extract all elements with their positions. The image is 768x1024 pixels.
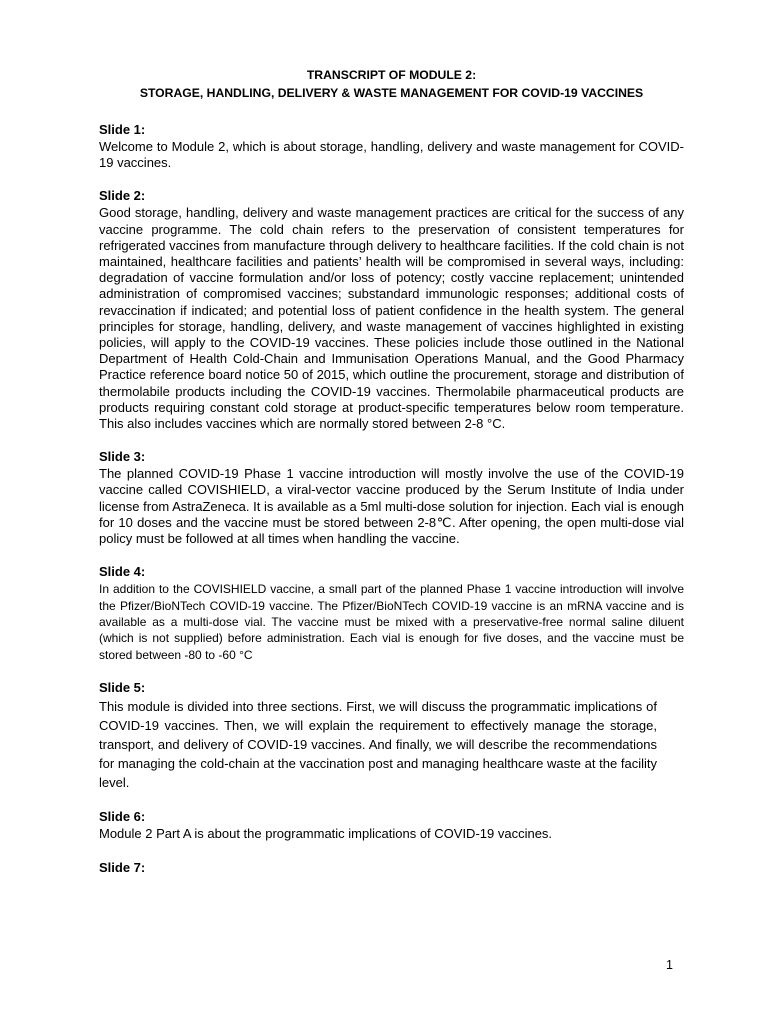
slide-5-text: This module is divided into three sections. First, we will discuss the programmatic implications of COVID-19 vaccines. Then, we will explain the requirement to effectively manage the storage, transport, and delivery of COVID-19 vaccines. And finally, we will describe the recommendations for managing the cold-chain at the vaccination post and managing healthcare waste at the facility level. (99, 699, 657, 791)
slide-7-section (99, 859, 684, 877)
slide-3-heading: Slide 3: (99, 449, 146, 465)
slide-1-text: Welcome to Module 2, which is about storage, handling, delivery and waste management for COVID-19 vaccines. (99, 139, 684, 171)
slide-2-heading: Slide 2: (99, 188, 146, 204)
slide-2-section (99, 187, 684, 432)
slide-2-text: Good storage, handling, delivery and waste management practices are critical for the success of any vaccine programme. The cold chain refers to the preservation of consistent temperatures for refrigerated vaccines from manufacture through delivery to healthcare facilities. If the cold chain is not maintained, healthcare facilities and patients’ health will be compromised in several ways, including: degradation of vaccine formulation and/or loss of potency; costly vaccine replacement; unintended administration of compromised vaccines; substandard immunologic responses; additional costs of revaccination if indicated; and potential loss of patient confidence in the health system. The general principles for storage, handling, delivery, and waste management of vaccines highlighted in existing policies, will apply to the COVID-19 vaccines. These policies include those outlined in the National Department of Health Cold-Chain and Immunisation Operations Manual, and the Good Pharmacy Practice reference board notice 50 of 2015, which outline the procurement, storage and distribution of thermolabile products including the COVID-19 vaccines. Thermolabile pharmaceutical products are products requiring constant cold storage at product-specific temperatures below room temperature. This also includes vaccines which are normally stored between 2-8 °C. (99, 205, 684, 432)
slide-3-section (99, 448, 684, 547)
slide-1-section (99, 121, 684, 171)
slide-3-text: The planned COVID-19 Phase 1 vaccine introduction will mostly involve the use of the COVID-19 vaccine called COVISHIELD, a viral-vector vaccine produced by the Serum Institute of India under license from AstraZeneca. It is available as a 5ml multi-dose solution for injection. Each vial is enough for 10 doses and the vaccine must be stored between 2-8℃. After opening, the open multi-dose vial policy must be followed at all times when handling the vaccine. (99, 466, 684, 547)
slide-7-heading: Slide 7: (99, 859, 146, 875)
slide-6-text: Module 2 Part A is about the programmatic implications of COVID-19 vaccines. (99, 826, 553, 842)
page-number: 1 (666, 958, 673, 972)
slide-6-heading: Slide 6: (99, 809, 146, 825)
document-title-line2: STORAGE, HANDLING, DELIVERY & WASTE MANAGEMENT FOR COVID-19 VACCINES (139, 86, 644, 100)
document-title-line1: TRANSCRIPT OF MODULE 2: (306, 68, 477, 82)
slide-4-section (99, 563, 684, 663)
slide-5-heading: Slide 5: (99, 680, 146, 696)
slide-4-heading: Slide 4: (99, 564, 146, 580)
slide-1-heading: Slide 1: (99, 122, 146, 137)
document-page (99, 66, 684, 877)
slide-5-section (99, 679, 684, 792)
slide-4-text: In addition to the COVISHIELD vaccine, a small part of the planned Phase 1 vaccine introduction will involve the Pfizer/BioNTech COVID-19 vaccine. The Pfizer/BioNTech COVID-19 vaccine is an mRNA vaccine and is available as a multi-dose vial. The vaccine must be mixed with a preservative-free normal saline diluent (which is not supplied) before administration. Each vial is enough for five doses, and the vaccine must be stored between -80 to -60 °C (99, 582, 684, 662)
slide-6-section (99, 808, 684, 842)
